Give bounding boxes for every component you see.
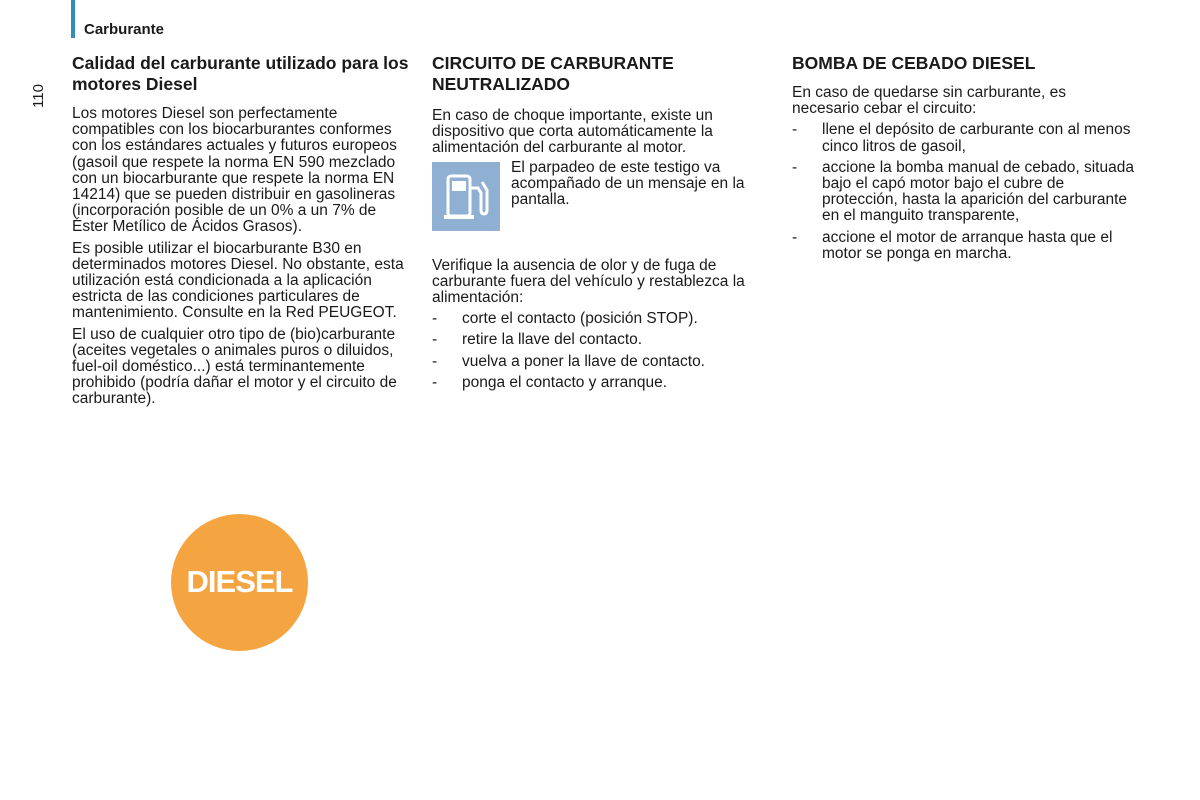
priming-pump-heading: BOMBA DE CEBADO DIESEL bbox=[792, 53, 1036, 73]
priming-pump-intro: En caso de quedarse sin carburante, es necesario cebar el circuito: bbox=[792, 84, 1067, 118]
dash-bullet: - bbox=[432, 310, 438, 328]
list-item bbox=[792, 122, 1137, 154]
section-title: Carburante bbox=[84, 21, 165, 38]
list-item bbox=[432, 354, 772, 370]
fuel-circuit-body: Verifique la ausencia de olor y de fuga de carburante fuera del vehículo y restablezca la alimentación: bbox=[432, 256, 745, 307]
diesel-quality-paragraph: El uso de cualquier otro tipo de (bio)carburante (aceites vegetales o animales puros o diluidos, fuel-oil doméstico...) está terminantemente prohibido (podría dañar el motor y el circuito de carburante). bbox=[72, 325, 397, 408]
diesel-quality-paragraph: Es posible utilizar el biocarburante B30 en determinados motores Diesel. No obstante, esta utilización está condicionada a la aplicación estricta de las condiciones particulares de mantenimiento. Consulte en la Red PEUGEOT. bbox=[72, 239, 404, 322]
list-item bbox=[792, 230, 1137, 262]
fuel-circuit-heading: CIRCUITO DE CARBURANTE NEUTRALIZADO bbox=[432, 53, 674, 94]
diesel-quality-heading: Calidad del carburante utilizado para los motores Diesel bbox=[72, 53, 409, 94]
dash-bullet: - bbox=[432, 352, 438, 370]
fuel-circuit-steps bbox=[432, 311, 772, 391]
priming-pump-steps bbox=[792, 122, 1137, 262]
diesel-badge-label: DIESEL bbox=[186, 563, 293, 599]
list-item bbox=[432, 375, 772, 391]
fuel-circuit-intro: En caso de choque importante, existe un dispositivo que corta automáticamente la alimentación del carburante al motor. bbox=[432, 107, 713, 157]
dash-bullet: - bbox=[432, 373, 438, 391]
step-text: vuelva a poner la llave de contacto. bbox=[462, 352, 705, 370]
list-item bbox=[792, 160, 1137, 225]
dash-bullet: - bbox=[792, 158, 798, 176]
column-priming-pump bbox=[792, 53, 1137, 267]
list-item bbox=[432, 332, 772, 348]
list-item bbox=[432, 311, 772, 327]
step-text: llene el depósito de carburante con al menos cinco litros de gasoil, bbox=[822, 121, 1131, 155]
step-text: accione la bomba manual de cebado, situada bajo el capó motor bajo el cubre de protección, hasta la aparición del carburante en el manguito transparente, bbox=[822, 158, 1134, 225]
step-text: accione el motor de arranque hasta que el motor se ponga en marcha. bbox=[822, 228, 1113, 262]
warning-block bbox=[432, 158, 772, 231]
dash-bullet: - bbox=[432, 331, 438, 349]
dash-bullet: - bbox=[792, 228, 798, 246]
diesel-badge bbox=[171, 514, 308, 651]
column-fuel-circuit bbox=[432, 53, 772, 396]
column-diesel-quality bbox=[72, 53, 412, 413]
fuel-pump-icon bbox=[432, 162, 500, 231]
step-text: ponga el contacto y arranque. bbox=[462, 373, 668, 391]
warning-text: El parpadeo de este testigo va acompañado de un mensaje en la pantalla. bbox=[511, 158, 745, 209]
step-text: retire la llave del contacto. bbox=[462, 331, 643, 349]
diesel-quality-paragraph: Los motores Diesel son perfectamente compatibles con los biocarburantes conformes con los estándares actuales y futuros europeos (gasoil que respete la norma EN 590 mezclado con un biocarburante que respete la norma EN 14214) que se pueden distribuir en gasolineras (incorporación posible de un 0% a un 7% de Éster Metílico de Ácidos Grasos). bbox=[72, 105, 397, 236]
dash-bullet: - bbox=[792, 121, 798, 139]
header-accent-bar bbox=[71, 0, 75, 38]
page-number: 110 bbox=[30, 84, 47, 108]
step-text: corte el contacto (posición STOP). bbox=[462, 310, 698, 328]
